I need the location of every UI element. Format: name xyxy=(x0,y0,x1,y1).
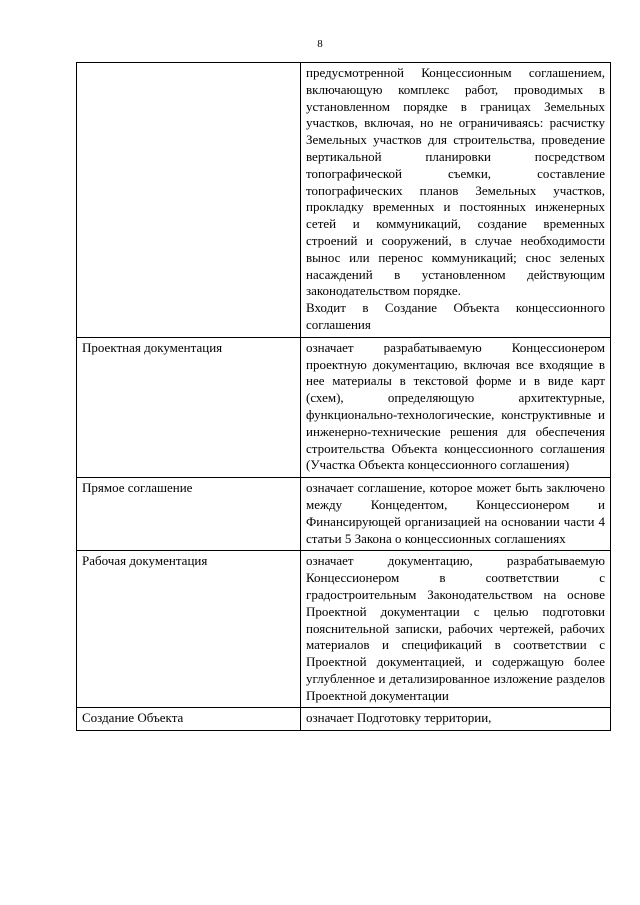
table-row xyxy=(77,63,611,338)
definition-paragraph: означает документацию, разрабатываемую Концессионером в соответствии с градостроительным Законодательством на основе Проектной документации с целью подготовки пояснительной записки, рабочих чертежей, рабочих материалов и спецификаций в соответствии с Проектной документацией, и содержащую более углубленное и детализированное изложение разделов Проектной документации xyxy=(306,553,605,703)
definition-paragraph: означает соглашение, которое может быть заключено между Концедентом, Концессионером и Финансирующей организацией на основании части 4 статьи 5 Закона о концессионных соглашениях xyxy=(306,480,605,546)
definition-cell xyxy=(301,478,611,551)
definition-cell xyxy=(301,708,611,731)
definition-cell xyxy=(301,63,611,338)
definition-paragraph: означает разрабатываемую Концессионером проектную документацию, включая все входящие в нее материалы в текстовой форме и в виде карт (схем), определяющую архитектурные, функционально-технологические, конструктивные и инженерно-технические решения для обеспечения строительства Объекта концессионного соглашения (Участка Объекта концессионного соглашения) xyxy=(306,339,605,473)
term-cell: Рабочая документация xyxy=(77,551,301,708)
term-cell: Проектная документация xyxy=(77,337,301,477)
table-row xyxy=(77,337,611,477)
term-cell: Создание Объекта xyxy=(77,708,301,731)
definition-paragraph: означает Подготовку территории, xyxy=(306,710,492,726)
definitions-table xyxy=(76,62,611,731)
definition-paragraph: предусмотренной Концессионным соглашением, включающую комплекс работ, проводимых в установленном порядке в границах Земельных участков, включая, но не ограничиваясь: расчистку Земельных участков для строительства, проведение вертикальной планировки посредством топографической съемки, составление топографических планов Земельных участков, прокладку временных и постоянных инженерных сетей и коммуникаций, создание временных строений и сооружений, в случае необходимости вынос или перенос коммуникаций; снос зеленых насаждений в установленном действующим законодательством порядке. xyxy=(306,65,605,299)
definition-cell xyxy=(301,337,611,477)
table-row xyxy=(77,551,611,708)
table-row xyxy=(77,478,611,551)
definition-cell xyxy=(301,551,611,708)
term-cell xyxy=(77,63,301,338)
page-number: 8 xyxy=(317,38,323,50)
definition-paragraph: Входит в Создание Объекта концессионного соглашения xyxy=(306,300,605,332)
table-row xyxy=(77,708,611,731)
term-cell: Прямое соглашение xyxy=(77,478,301,551)
